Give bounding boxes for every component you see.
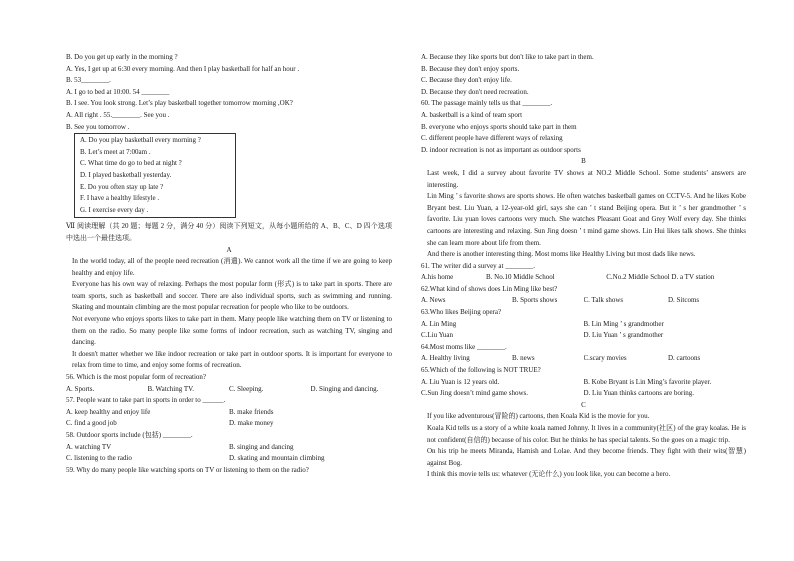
option-box-item: B. Let’s meet at 7:00am . xyxy=(80,147,151,156)
dialogue-line: A. Yes, I get up at 6:30 every morning. And then I play basketball for half an hour . xyxy=(66,64,300,73)
option: C. Talk shows xyxy=(583,296,624,305)
q59-option: C. Because they don't enjoy life. xyxy=(421,76,512,85)
option: B. Lin Ming ’ s grandmother xyxy=(583,319,664,328)
option: C.No.2 Middle School D. a TV station xyxy=(606,273,715,282)
dialogue xyxy=(66,52,392,133)
question-56-stem: 56. Which is the most popular form of recreation? xyxy=(66,373,207,382)
option: D. Liu Yuan thinks cartoons are boring. xyxy=(583,389,695,398)
question-65-options xyxy=(421,377,746,389)
question-62-stem: 62.What kind of shows does Lin Ming like best? xyxy=(421,284,558,293)
question-58-options xyxy=(66,453,392,465)
option: A. Lin Ming xyxy=(421,319,457,328)
passage-paragraph: In the world today, all of the people need recreation (消遣). We cannot work all the time if we are going to keep healthy and enjoy life. xyxy=(72,257,392,277)
passage-a-letter: A xyxy=(226,245,232,254)
option: D. Singing and dancing. xyxy=(310,384,379,393)
option: B. Watching TV. xyxy=(147,384,194,393)
dialogue-line: B. Do you get up early in the morning ? xyxy=(66,53,178,61)
option: C.Sun Jing doesn’t mind game shows. xyxy=(421,389,529,398)
passage-paragraph: If you like adventurous(冒险的) cartoons, then Koala Kid is the movie for you. xyxy=(427,412,650,421)
q59-option: B. Because they don't enjoy sports. xyxy=(421,64,520,73)
passage-paragraph: On his trip he meets Miranda, Hamish and Lolae. And they become friends. They fight with their wits(智慧) against Bog. xyxy=(427,447,746,467)
option: B. Kobe Bryant is Lin Ming’s favorite player. xyxy=(583,377,712,386)
passage-c-letter: C xyxy=(581,400,586,409)
option: A.his home xyxy=(421,273,454,282)
option-box-item: G. I exercise every day . xyxy=(80,205,149,214)
dialogue-line: B. 53________. xyxy=(66,76,111,85)
dialogue-line: A. All right . 55.________. See you . xyxy=(66,110,170,119)
question-57-options xyxy=(66,407,392,419)
passage-paragraph: Everyone has his own way of relaxing. Perhaps the most popular form (形式) is to take part in sports. There are team sports, such as basketball and soccer. There are also individual sports, such as swimming and running. Skating and mountain climbing are the most popular recreation for people who like to be outdoors. xyxy=(72,280,392,312)
option-box-item: C. What time do go to bed at night ? xyxy=(80,159,182,168)
option: C.Liu Yuan xyxy=(421,331,454,340)
question-64-stem: 64.Most moms like ________. xyxy=(421,342,507,351)
option: C. Sleeping. xyxy=(229,384,264,393)
section-title: Ⅶ 阅读理解（共 20 题；每题 2 分，满分 40 分）阅读下列短文，从每小题所给的 A、B、C、D 四个选项中选出一个最佳选项。 xyxy=(66,222,392,242)
passage-paragraph: Lin Ming ’ s favorite shows are sports shows. He often watches basketball games on CCTV-5. And he likes Kobe Bryant best. Liu Yuan, a 12-year-old girl, says she can ’ t stand Beijing opera. But it ’ s her grandmother ’ s favorite. Liu yuan loves cartoons very much. She watches Pleasant Goat and Grey Wolf every day. She thinks cartoons are interesting and relaxing. Sun Jing doesn ’ t mind game shows. Lin Hui likes talk shows. She thinks she can learn more about life from them. xyxy=(427,192,746,247)
option: B. Sports shows xyxy=(512,296,558,305)
option: A. Liu Yuan is 12 years old. xyxy=(421,377,500,386)
question-61-stem: 61. The writer did a survey at ________. xyxy=(421,261,535,270)
option-box-item: D. I played basketball yesterday. xyxy=(80,170,172,179)
question-64-options xyxy=(421,353,746,365)
option-box-item: F. I have a healthy lifestyle . xyxy=(80,194,160,203)
q60-option: A. basketball is a kind of team sport xyxy=(421,110,523,119)
dialogue-line: A. I go to bed at 10:00. 54 ________ xyxy=(66,87,170,96)
dialogue-line: B. I see. You look strong. Let’s play basketball together tomorrow morning ,OK? xyxy=(66,99,293,108)
option: D. cartoons xyxy=(668,354,701,363)
question-63-options xyxy=(421,319,746,331)
question-62-options xyxy=(421,295,746,307)
option: B. news xyxy=(512,354,535,363)
option: B. No.10 Middle School xyxy=(486,273,555,282)
option: A. Healthy living xyxy=(421,354,470,363)
q60-option: D. indoor recreation is not as important as outdoor sports xyxy=(421,145,581,154)
option: B. singing and dancing xyxy=(229,442,294,451)
passage-paragraph: Koala Kid tells us a story of a white koala named Johnny. It lives in a community(社区) of the gray koalas. He is not confident(自信的) because of his color. But he thinks he has special talents. So the goes on a magic trip. xyxy=(427,424,746,444)
option: A. watching TV xyxy=(66,442,112,451)
option-box-item: E. Do you often stay up late ? xyxy=(80,182,164,191)
q59-option: D. Because they don't need recreation. xyxy=(421,87,529,96)
option: A. keep healthy and enjoy life xyxy=(66,407,151,416)
q60-option: B. everyone who enjoys sports should take part in them xyxy=(421,122,577,131)
question-61-options xyxy=(421,272,746,284)
option: D. Sitcoms xyxy=(668,296,700,305)
question-57-stem: 57. People want to take part in sports in order to ______. xyxy=(66,396,226,405)
right-column xyxy=(421,52,746,481)
option: A. Sports. xyxy=(66,384,95,393)
dialogue-line: B. See you tomorrow . xyxy=(66,122,130,131)
left-column xyxy=(66,52,392,476)
passage-paragraph: And there is another interesting thing. Most moms like Healthy Living but most dads like news. xyxy=(427,250,696,259)
option: D. Liu Yuan ’ s grandmother xyxy=(583,331,664,340)
question-57-options xyxy=(66,418,392,430)
question-58-stem: 58. Outdoor sports include (包括) ________. xyxy=(66,431,193,439)
option: C. listening to the radio xyxy=(66,454,132,463)
option: C.scary movies xyxy=(583,354,627,363)
option: C. find a good job xyxy=(66,419,117,428)
passage-paragraph: Not everyone who enjoys sports likes to take part in them. Many people like watching them on TV or listening to them on the radio. So many people like some forms of indoor recreation, such as watching TV, singing and dancing. xyxy=(72,315,392,347)
option: B. make friends xyxy=(229,407,274,416)
question-58-options xyxy=(66,442,392,454)
question-65-stem: 65.Which of the following is NOT TRUE? xyxy=(421,366,541,375)
question-63-options xyxy=(421,330,746,342)
passage-b-letter: B xyxy=(581,157,586,166)
option: D. make money xyxy=(229,419,274,428)
question-63-stem: 63.Who likes Beijing opera? xyxy=(421,308,502,317)
q59-option: A. Because they like sports but don't like to take part in them. xyxy=(421,53,594,61)
question-59-stem: 59. Why do many people like watching sports on TV or listening to them on the radio? xyxy=(66,465,309,474)
option: D. skating and mountain climbing xyxy=(229,454,325,463)
option: A. News xyxy=(421,296,446,305)
passage-paragraph: Last week, I did a survey about favorite TV shows at NO.2 Middle School. Some students’ answers are interesting. xyxy=(427,168,746,189)
option-box-item: A. Do you play basketball every morning ? xyxy=(80,136,201,145)
question-56-options xyxy=(66,384,392,396)
option-box xyxy=(74,133,236,218)
passage-paragraph: I think this movie tells us: whatever (无论什么) you look like, you can become a hero. xyxy=(427,470,671,479)
question-65-options xyxy=(421,388,746,400)
passage-paragraph: It doesn't matter whether we like indoor recreation or take part in outdoor sports. It is important for everyone to relax from time to time, and enjoy some forms of recreation. xyxy=(72,349,392,370)
q60-option: C. different people have different ways of relaxing xyxy=(421,134,563,143)
question-60-stem: 60. The passage mainly tells us that ________. xyxy=(421,99,553,108)
